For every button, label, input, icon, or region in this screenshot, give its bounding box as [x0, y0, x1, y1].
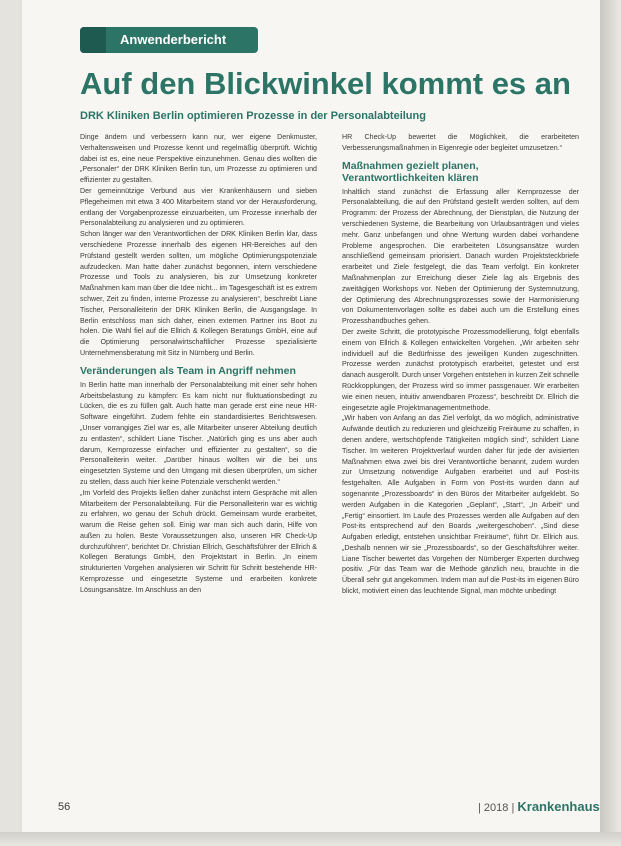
- paragraph: Der gemeinnützige Verbund aus vier Krankenhäusern und sieben Pflegeheimen mit etwa 3 400 Mitarbeitern stand vor der Herausforderung, entlang der Vorgabenprozesse einzuarbeiten, um Prozesse innerhalb der Personalabteilung zu analysieren und zu optimieren.: [80, 186, 317, 228]
- paragraph: „Wir haben von Anfang an das Ziel verfolgt, da wo möglich, administrative Aufwände deutlich zu reduzieren und gleichzeitig Freiräume zu schaffen, in denen andere, wertschöpfende Tätigkeiten möglich sind“, schildert Liane Tischer. Im weiteren Projektverlauf wurden daher für jede der avisierten Maßnahmen etwa zwei bis drei Verantwortliche benannt, zudem wurden zur Umsetzung notwendige Aufgaben erarbeitet und auf Post-its festgehalten. Alle Aufgaben in Form von Post-its wurden dann auf sogenannte „Prozessboards“ in den Büros der Mitarbeiter aufgeklebt. So werden Aufgaben in die Kategorien „Geplant“, „Start“, „In Arbeit“ und „Fertig“ einsortiert. Im Laufe des Prozesses werden alle Aufgaben auf den Post-its entsprechend auf den Boards „weitergeschoben“. „Sind diese Aufgaben erledigt, entstehen unsichtbar Freiräume“, führt Dr. Ellrich aus. „Deshalb nennen wir sie „Prozessboards“, so der Geschäftsführer weiter. Liane Tischer bewertet das Vorgehen der Nürnberger Experten durchweg positiv. „Für das Team war die Methode gänzlich neu, brauchte in die Überall sehr gut angekommen. Indem man auf die Post-its im eigenen Büro blickt, motiviert einen das leuchtende Signal, man möchte unbedingt: [342, 414, 579, 596]
- paragraph: Dinge ändern und verbessern kann nur, wer eigene Denkmuster, Verhaltensweisen und Prozesse kennt und regelmäßig überprüft. Wichtig dabei ist es, eine neue Perspektive einzunehmen. Genau dies wollten die „Personaler“ der DRK Kliniken Berlin tun, um Prozesse zu optimieren und effizienter zu gestalten.: [80, 133, 317, 185]
- paragraph: Der zweite Schritt, die prototypische Prozessmodellierung, folgt ebenfalls einem von Ellrich & Kollegen entwickelten Vorgehen. „Wir arbeiten sehr individuell auf die Bedürfnisse des jeweiligen Kunden zugeschnitten. Prozesse werden zunächst prototypisch erarbeitet, getestet und erst danach ausgerollt. Durch unser Vorgehen entstehen in kurzen Zeit schnelle Rückkopplungen, der Prozess wird so immer passgenauer. Wir erarbeiten wie einen neuen, intuitiv anwendbaren Prozess“, beschreibt Dr. Ellrich die eingesetzte agile Projektmanagementmethode.: [342, 327, 579, 412]
- footer-masthead: [478, 799, 600, 814]
- paragraph: HR Check-Up bewertet die Möglichkeit, die erarbeiteten Verbesserungsmaßnahmen in Eigenregie oder begleitet umzusetzen.“: [342, 133, 579, 152]
- section-heading: Veränderungen als Team in Angriff nehmen: [80, 364, 296, 377]
- right-column: [342, 132, 579, 802]
- magazine-brand: Krankenhaus: [517, 799, 600, 814]
- paragraph: „Im Vorfeld des Projekts ließen daher zunächst intern Gespräche mit allen Mitarbeitern der Personalabteilung. Für die Personalleiterin war es wichtig zu erfahren, wo genau der Schuh drückt. Gemeinsam wurde erarbeitet, warum die Reise gehen soll. Einig war man sich auch darin, Hilfe von außen zu holen. Beste Voraussetzungen also, unseren HR Check-Up durchzuführen“, berichtet Dr. Christian Ellrich, Geschäftsführer der Ellrich & Kollegen Beratungs GmbH, den Projektstart in Berlin. „In einem strukturierten Vorgehen analysieren wir Schritt für Schritt bestehende HR-Kernprozesse und eingesetzte Systeme und erarbeiten konkrete Lösungsansätze. Im Anschluss an den: [80, 488, 317, 594]
- section-tag-label: Anwenderbericht: [120, 32, 227, 47]
- paragraph: In Berlin hatte man innerhalb der Personalabteilung mit einer sehr hohen Arbeitsbelastung zu kämpfen: Es kam nicht nur fluktuationsbedingt zu Lücken, die es zu füllen galt. Auch hatte man gerade erst eine neue HR-Software eingeführt. Zudem fehlte ein standardisiertes Berichtswesen. „Unser vorrangiges Ziel war es, alle Mitarbeiter unserer Abteilung deutlich zu entlasten“, schildert Liane Tischer. „Natürlich ging es uns aber auch darum, Kernprozesse einfacher und effizienter zu gestalten“, so die Personalleiterin weiter. „Darüber hinaus wollten wir die bei uns eingesetzten Systeme und den Umgang mit diesen überprüfen, um sicher zu stellen, dass auch hier keine Potenziale verschenkt werden.“: [80, 380, 317, 486]
- section-tag: [80, 27, 258, 53]
- section-heading: Maßnahmen gezielt planen, Verantwortlichkeiten klären: [342, 159, 479, 184]
- article-subtitle: DRK Kliniken Berlin optimieren Prozesse in der Personalabteilung: [80, 110, 426, 122]
- page-number: 56: [58, 801, 71, 813]
- section-tag-square: [80, 27, 106, 53]
- issue-year: | 2018 |: [478, 802, 515, 814]
- left-column: [80, 132, 317, 802]
- paragraph: Inhaltlich stand zunächst die Erfassung aller Kernprozesse der Personalabteilung, die auf den Prüfstand gestellt werden sollten, auf dem Programm: der Prozess der Abrechnung, der Dienstplan, die Nutzung der verschiedenen Systeme, die Bearbeitung von Urlaubsanträgen und vieles mehr. Ganz unbefangen und ohne Wertung wurden dabei vorhandene Probleme angesprochen. Die erarbeiteten Lösungsansätze wurden anschließend gemeinsam priorisiert. Danach wurden Projektsteckbriefe erarbeitet und Ziele festgelegt, die das Team verfolgt. Ein konkreter Maßnahmenplan zur Erreichung dieser Ziele lag als Ergebnis des zweitägigen Workshops vor. Neben der Optimierung der Systemnutzung, der Optimierung des Abrechnungsprozesses sowie der Harmonisierung von Dokumentenvorlagen sollte es dabei auch um die Erstellung eines Prozesshandbuches gehen.: [342, 187, 579, 326]
- paragraph: Schon länger war den Verantwortlichen der DRK Kliniken Berlin klar, dass verschiedene Prozesse innerhalb des eigenen HR-Bereiches auf den Prüfstand gestellt werden sollten, um mögliche Optimierungspotenziale aufzudecken. Man hatte daher zunächst begonnen, intern verschiedene Prozesse und Tools zu analysieren, bis zur Umsetzung konkreter Maßnahmen kam man über die Idee nicht... im Tagesgeschäft ist es extrem schwer, Zeit zu finden, interne Prozesse zu analysieren“, beschreibt Liane Tischer, Personalleiterin der DRK Kliniken Berlin, die Ausgangslage. In Berlin entschloss man sich daher, einen externen Partner ins Boot zu holen. Die Wahl fiel auf die Ellrich & Kollegen Beratungs GmbH, eine auf die Optimierung personalwirtschaftlicher Prozesse spezialisierte Unternehmensberatung mit Sitz in Nürnberg und Berlin.: [80, 230, 317, 357]
- article-title: Auf den Blickwinkel kommt es an: [80, 66, 571, 101]
- page-bottom-shadow: [0, 832, 621, 846]
- page-edge-shadow: [600, 0, 621, 846]
